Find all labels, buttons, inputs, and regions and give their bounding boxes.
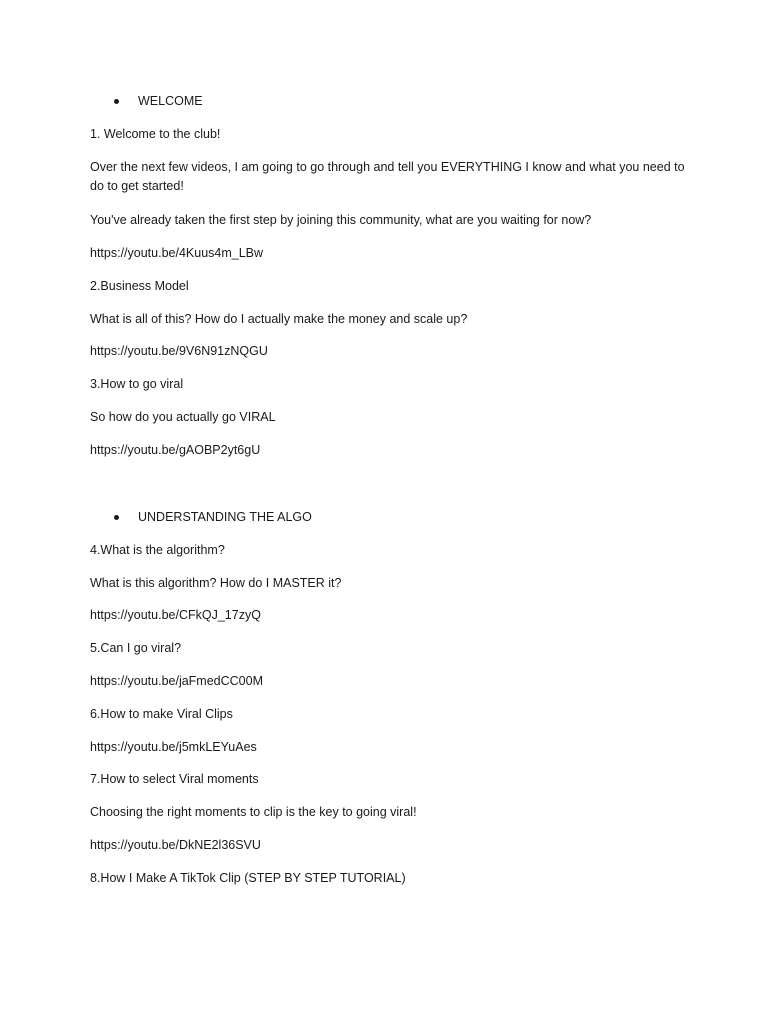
video-link[interactable]: https://youtu.be/gAOBP2yt6gU <box>90 443 261 457</box>
item-text: What is this algorithm? How do I MASTER it? <box>90 576 342 590</box>
item-title: 8.How I Make A TikTok Clip (STEP BY STEP TUTORIAL) <box>90 871 406 885</box>
video-link[interactable]: https://youtu.be/9V6N91zNQGU <box>90 344 268 358</box>
item-title: 4.What is the algorithm? <box>90 543 225 557</box>
item-title: 5.Can I go viral? <box>90 641 182 655</box>
item-text: Over the next few videos, I am going to go through and tell you EVERYTHING I know and what you need to do to get started! <box>90 160 689 193</box>
item-title: 7.How to select Viral moments <box>90 772 259 786</box>
item-text: What is all of this? How do I actually make the money and scale up? <box>90 312 468 326</box>
video-link[interactable]: https://youtu.be/CFkQJ_17zyQ <box>90 608 261 622</box>
item-title: 6.How to make Viral Clips <box>90 707 233 721</box>
item-title: 2.Business Model <box>90 279 189 293</box>
video-link[interactable]: https://youtu.be/DkNE2l36SVU <box>90 838 261 852</box>
bullet-icon <box>114 99 119 104</box>
section-heading-welcome <box>112 92 203 111</box>
item-title: 3.How to go viral <box>90 377 184 391</box>
bullet-icon <box>114 515 119 520</box>
item-title: 1. Welcome to the club! <box>90 127 221 141</box>
section-heading-algo <box>112 508 312 527</box>
item-text: You've already taken the first step by joining this community, what are you waiting for now? <box>90 213 592 227</box>
section-heading-text: WELCOME <box>138 94 203 108</box>
item-text: Choosing the right moments to clip is the key to going viral! <box>90 805 417 819</box>
video-link[interactable]: https://youtu.be/jaFmedCC00M <box>90 674 263 688</box>
section-heading-text: UNDERSTANDING THE ALGO <box>138 510 312 524</box>
video-link[interactable]: https://youtu.be/4Kuus4m_LBw <box>90 246 264 260</box>
video-link[interactable]: https://youtu.be/j5mkLEYuAes <box>90 740 257 754</box>
item-text: So how do you actually go VIRAL <box>90 410 276 424</box>
